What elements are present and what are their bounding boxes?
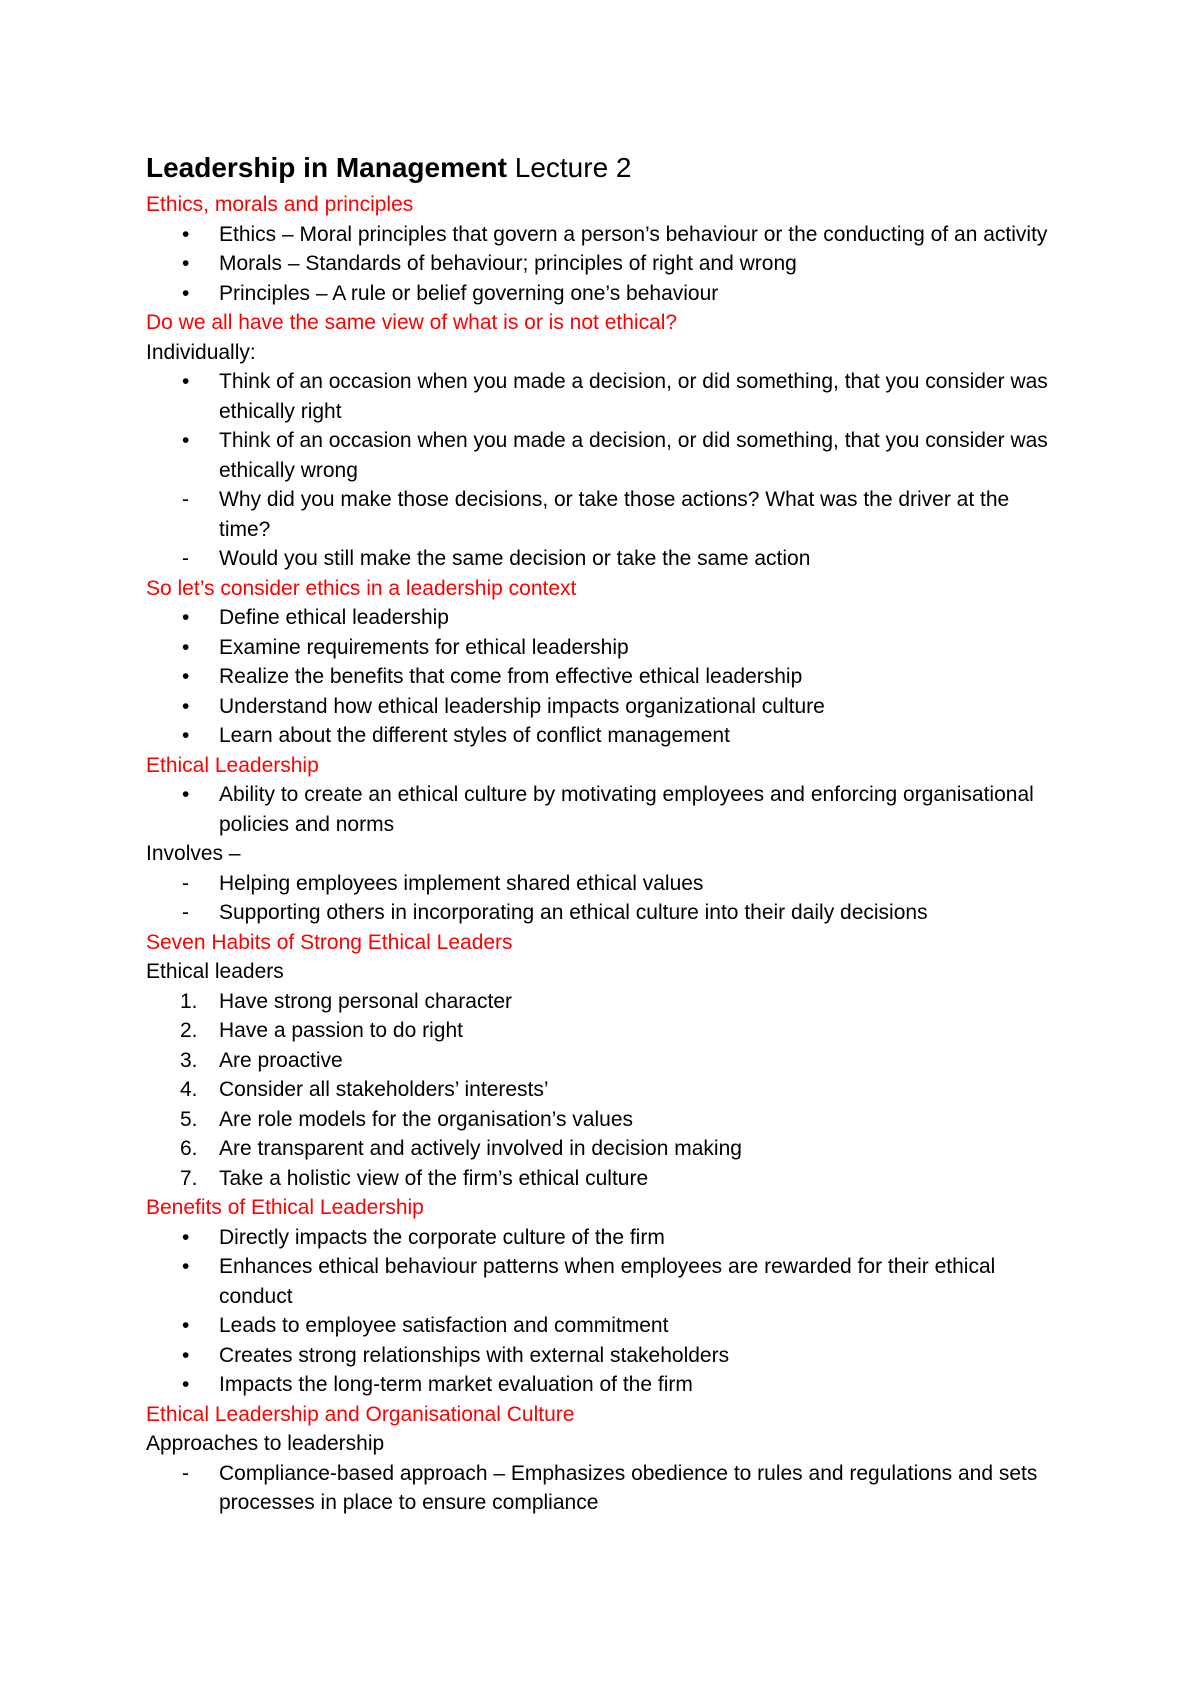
list-item <box>146 1164 1066 1194</box>
list-item-text: Realize the benefits that come from effective ethical leadership <box>219 665 803 688</box>
list-item <box>146 1223 1066 1253</box>
list-item <box>146 1016 1066 1046</box>
list-item <box>146 426 1066 485</box>
list-item-text: Creates strong relationships with external stakeholders <box>219 1343 730 1367</box>
list-item <box>146 249 1066 279</box>
list-item-text: Leads to employee satisfaction and commitment <box>219 1314 669 1337</box>
list-item <box>146 987 1066 1017</box>
list-item-text: Consider all stakeholders’ interests’ <box>219 1078 549 1101</box>
title-rest: Lecture 2 <box>506 152 632 183</box>
list-item-text: Supporting others in incorporating an ethical culture into their daily decisions <box>219 901 928 924</box>
list-item-text: Learn about the different styles of conflict management <box>219 724 730 747</box>
list-item <box>146 603 1066 633</box>
dash-list <box>146 485 1066 574</box>
list-number: 3. <box>180 1048 198 1072</box>
bullet-icon: • <box>182 1343 190 1367</box>
list-item <box>146 869 1066 899</box>
list-item <box>146 1459 1066 1518</box>
bullet-icon: • <box>182 252 190 275</box>
paragraph-text: Approaches to leadership <box>146 1432 385 1455</box>
page-title <box>146 148 1066 188</box>
list-item-text: Define ethical leadership <box>219 606 449 629</box>
dash-list <box>146 869 1066 928</box>
bullet-icon: • <box>182 1255 190 1278</box>
list-item <box>146 633 1066 663</box>
list-item-text: Morals – Standards of behaviour; principles of right and wrong <box>219 252 797 275</box>
bullet-list <box>146 1223 1066 1400</box>
bullet-icon: • <box>182 783 190 806</box>
list-number: 2. <box>180 1019 198 1042</box>
paragraph-text: Involves – <box>146 842 241 865</box>
list-item <box>146 1370 1066 1400</box>
list-number: 5. <box>180 1107 198 1131</box>
bullet-icon: • <box>182 1314 190 1337</box>
bullet-icon: • <box>182 1225 190 1249</box>
list-item-text: Examine requirements for ethical leadership <box>219 635 629 659</box>
list-item-text: Principles – A rule or belief governing one’s behaviour <box>219 281 719 305</box>
list-item <box>146 692 1066 722</box>
list-item-text: Think of an occasion when you made a decision, or did something, that you consider was ethically wrong <box>219 429 1048 482</box>
list-item-text: Are role models for the organisation’s values <box>219 1107 634 1131</box>
list-item-text: Have a passion to do right <box>219 1019 463 1042</box>
bullet-icon: • <box>182 370 190 393</box>
list-item <box>146 898 1066 928</box>
list-item-text: Think of an occasion when you made a decision, or did something, that you consider was ethically right <box>219 370 1048 423</box>
number-list <box>146 987 1066 1194</box>
section-heading: Seven Habits of Strong Ethical Leaders <box>146 930 513 954</box>
list-item <box>146 1105 1066 1135</box>
list-item-text: Helping employees implement shared ethical values <box>219 871 704 895</box>
list-item <box>146 1046 1066 1076</box>
bullet-icon: • <box>182 665 190 688</box>
dash-list <box>146 1459 1066 1518</box>
list-item <box>146 1341 1066 1371</box>
list-item-text: Are proactive <box>219 1048 343 1072</box>
bullet-icon: • <box>182 606 190 629</box>
list-item-text: Ethics – Moral principles that govern a person’s behaviour or the conducting of an activity <box>219 222 1048 246</box>
list-item-text: Why did you make those decisions, or take those actions? What was the driver at the time? <box>219 488 1010 541</box>
section-heading: Ethical Leadership and Organisational Culture <box>146 1402 575 1426</box>
list-item <box>146 544 1066 574</box>
list-item-text: Enhances ethical behaviour patterns when employees are rewarded for their ethical conduct <box>219 1255 996 1308</box>
list-item <box>146 780 1066 839</box>
dash-icon: - <box>182 547 189 570</box>
list-item <box>146 367 1066 426</box>
bullet-list <box>146 780 1066 839</box>
section-heading: Ethical Leadership <box>146 753 319 777</box>
list-item-text: Compliance-based approach – Emphasizes obedience to rules and regulations and sets processes in place to ensure compliance <box>219 1461 1038 1514</box>
list-number: 1. <box>180 989 198 1013</box>
list-item-text: Directly impacts the corporate culture of the firm <box>219 1225 665 1249</box>
document-body <box>146 148 1066 1518</box>
list-item <box>146 279 1066 309</box>
bullet-list <box>146 220 1066 309</box>
list-number: 4. <box>180 1078 198 1101</box>
list-item <box>146 721 1066 751</box>
paragraph-text: Individually: <box>146 340 256 364</box>
dash-icon: - <box>182 1461 189 1485</box>
section-heading: So let’s consider ethics in a leadership context <box>146 576 577 600</box>
list-item <box>146 1075 1066 1105</box>
section-heading: Benefits of Ethical Leadership <box>146 1196 424 1219</box>
list-item <box>146 485 1066 544</box>
dash-icon: - <box>182 871 189 895</box>
list-item-text: Ability to create an ethical culture by motivating employees and enforcing organisational policies and norms <box>219 783 1034 836</box>
paragraph-text: Ethical leaders <box>146 960 284 983</box>
dash-icon: - <box>182 901 189 924</box>
bullet-icon: • <box>182 724 190 747</box>
list-item-text: Understand how ethical leadership impacts organizational culture <box>219 694 825 718</box>
dash-icon: - <box>182 488 189 511</box>
bullet-icon: • <box>182 429 190 452</box>
list-item-text: Are transparent and actively involved in decision making <box>219 1137 742 1160</box>
bullet-list <box>146 367 1066 485</box>
list-item <box>146 220 1066 250</box>
list-item <box>146 1252 1066 1311</box>
list-item-text: Would you still make the same decision or take the same action <box>219 547 811 570</box>
bullet-list <box>146 603 1066 751</box>
list-item-text: Impacts the long-term market evaluation of the firm <box>219 1373 693 1396</box>
list-item <box>146 1134 1066 1164</box>
list-item-text: Take a holistic view of the firm’s ethical culture <box>219 1166 649 1190</box>
section-heading: Ethics, morals and principles <box>146 193 414 216</box>
list-number: 7. <box>180 1166 198 1190</box>
bullet-icon: • <box>182 222 190 246</box>
title-bold: Leadership in Management <box>146 152 507 183</box>
list-item-text: Have strong personal character <box>219 989 512 1013</box>
list-number: 6. <box>180 1137 198 1160</box>
list-item <box>146 662 1066 692</box>
bullet-icon: • <box>182 281 190 305</box>
bullet-icon: • <box>182 694 190 718</box>
bullet-icon: • <box>182 1373 190 1396</box>
list-item <box>146 1311 1066 1341</box>
bullet-icon: • <box>182 635 190 659</box>
section-heading: Do we all have the same view of what is or is not ethical? <box>146 311 678 334</box>
